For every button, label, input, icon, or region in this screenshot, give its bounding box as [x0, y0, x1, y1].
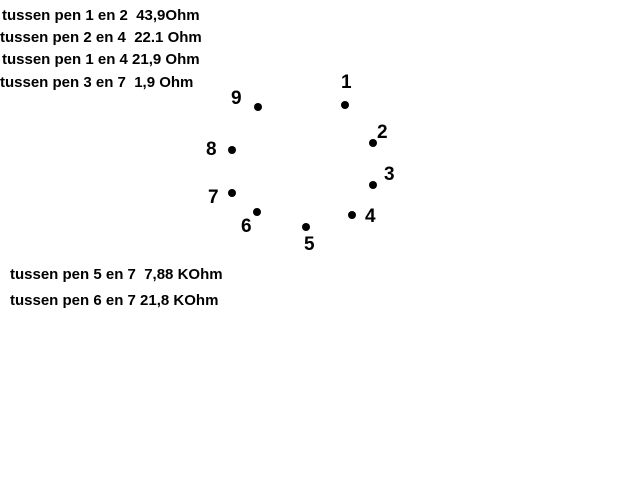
- measurement-pin6-pin7: tussen pen 6 en 7 21,8 KOhm: [10, 292, 219, 309]
- pin-7-label: 7: [208, 187, 219, 208]
- pin-1-dot: [341, 101, 349, 109]
- pin-6-dot: [253, 208, 261, 216]
- pin-5-label: 5: [304, 234, 315, 255]
- pin-2-label: 2: [377, 122, 388, 143]
- measurement-pin3-pin7: tussen pen 3 en 7 1,9 Ohm: [0, 74, 194, 91]
- pin-7-dot: [228, 189, 236, 197]
- pin-4-dot: [348, 211, 356, 219]
- pin-3-label: 3: [384, 164, 395, 185]
- pin-8-dot: [228, 146, 236, 154]
- measurement-pin2-pin4: tussen pen 2 en 4 22.1 Ohm: [0, 29, 202, 46]
- pin-9-label: 9: [231, 88, 242, 109]
- pin-4-label: 4: [365, 206, 376, 227]
- pin-3-dot: [369, 181, 377, 189]
- measurement-pin1-pin2: tussen pen 1 en 2 43,9Ohm: [2, 7, 200, 24]
- pin-8-label: 8: [206, 139, 217, 160]
- pin-1-label: 1: [341, 72, 352, 93]
- pin-5-dot: [302, 223, 310, 231]
- measurement-pin5-pin7: tussen pen 5 en 7 7,88 KOhm: [10, 266, 223, 283]
- pin-9-dot: [254, 103, 262, 111]
- measurement-pin1-pin4: tussen pen 1 en 4 21,9 Ohm: [2, 51, 200, 68]
- pin-2-dot: [369, 139, 377, 147]
- pin-6-label: 6: [241, 216, 252, 237]
